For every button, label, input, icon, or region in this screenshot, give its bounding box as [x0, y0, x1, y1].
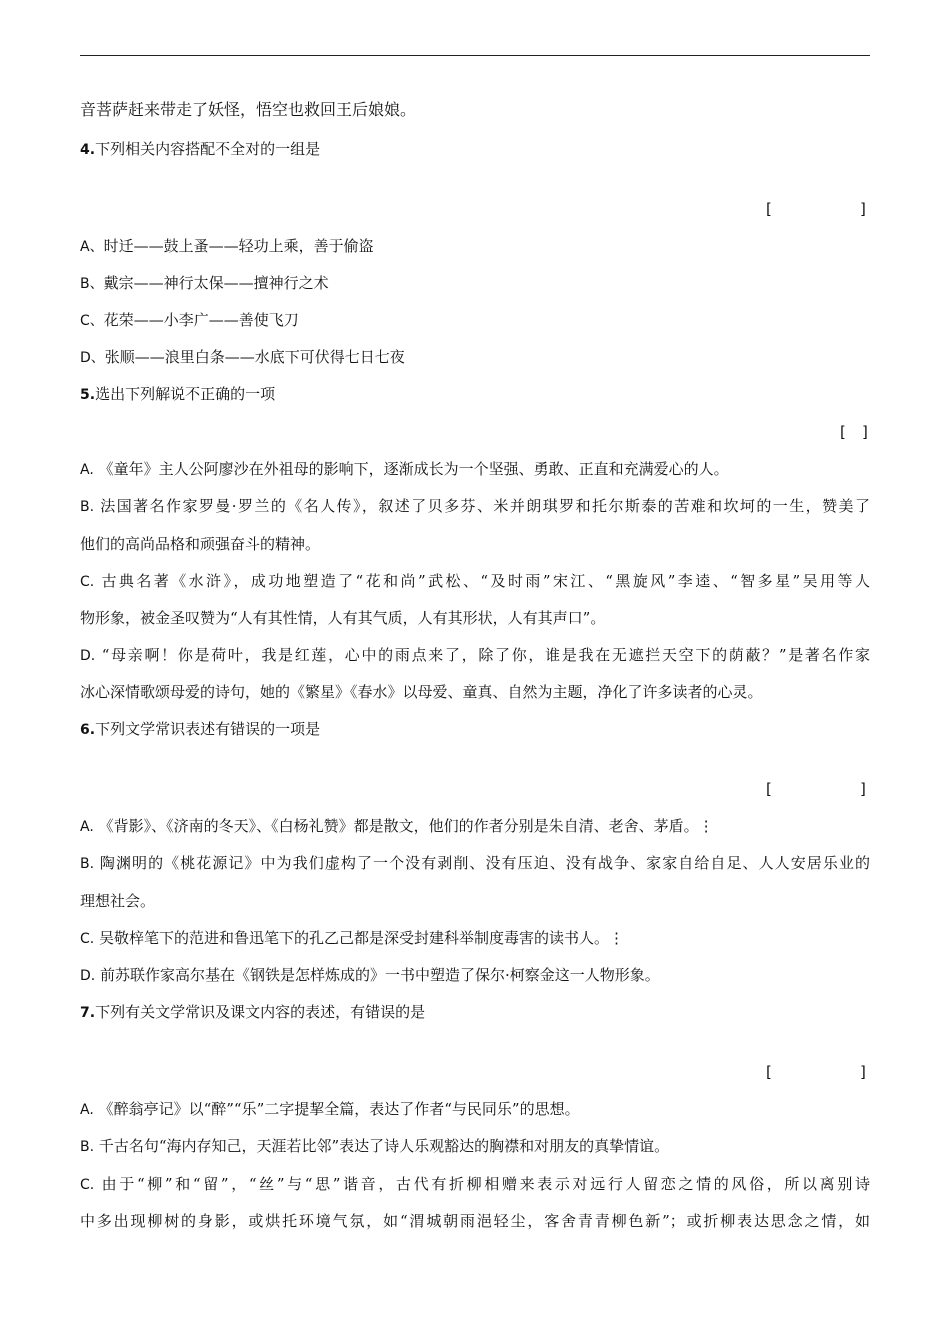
option-d-continued: 冰心深情歌颂母爱的诗句，她的《繁星》《春水》以母爱、童真、自然为主题，净化了许多读者的心灵。: [80, 683, 763, 701]
question-number: 7.: [80, 1005, 96, 1021]
option-b: B. 陶渊明的《桃花源记》中为我们虚构了一个没有剥削、没有压迫、没有战争、家家自给自足、人人安居乐业的: [80, 854, 870, 872]
option-b-continued: 他们的高尚品格和顽强奋斗的精神。: [80, 535, 321, 553]
option-c: C. 由于“柳”和“留”，“丝”与“思”谐音，古代有折柳相赠来表示对远行人留恋之情的风俗，所以离别诗: [80, 1175, 870, 1193]
question-6-stem: 6.下列文学常识表述有错误的一项是: [80, 720, 321, 738]
question-number: 4.: [80, 142, 96, 158]
answer-bracket-right: ]: [860, 780, 866, 798]
header-rule: [80, 55, 870, 56]
question-7-stem: 7.下列有关文学常识及课文内容的表述，有错误的是: [80, 1003, 426, 1021]
question-number: 5.: [80, 387, 96, 403]
option-a: A、时迁——鼓上蚤——轻功上乘，善于偷盗: [80, 237, 374, 255]
option-c-continued: 中多出现柳树的身影，或烘托环境气氛，如“渭城朝雨浥轻尘，客舍青青柳色新”；或折柳表达思念之情，如: [80, 1212, 870, 1230]
option-d: D、张顺——浪里白条——水底下可伏得七日七夜: [80, 348, 405, 366]
answer-bracket-left: [: [840, 423, 846, 441]
question-number: 6.: [80, 722, 96, 738]
question-5-stem: 5.选出下列解说不正确的一项: [80, 385, 276, 403]
question-4-stem: 4.下列相关内容搭配不全对的一组是: [80, 140, 321, 158]
option-c: C. 古典名著《水浒》，成功地塑造了“花和尚”武松、“及时雨”宋江、“黑旋风”李逵、“智多星”吴用等人: [80, 572, 870, 590]
option-b: B. 千古名句“海内存知己，天涯若比邻”表达了诗人乐观豁达的胸襟和对朋友的真挚情谊。: [80, 1137, 670, 1155]
option-a: A. 《童年》主人公阿廖沙在外祖母的影响下，逐渐成长为一个坚强、勇敢、正直和充满爱心的人。: [80, 460, 729, 478]
answer-bracket-right: ]: [860, 1063, 866, 1081]
option-c: C、花荣——小李广——善使飞刀: [80, 311, 299, 329]
option-a: A. 《背影》、《济南的冬天》、《白杨礼赞》都是散文，他们的作者分别是朱自清、老舍、茅盾。⋮: [80, 817, 714, 835]
option-a: A. 《醉翁亭记》以“醉”“乐”二字提挈全篇，表达了作者“与民同乐”的思想。: [80, 1100, 580, 1118]
option-b: B. 法国著名作家罗曼·罗兰的《名人传》，叙述了贝多芬、米并朗琪罗和托尔斯泰的苦难和坎坷的一生，赞美了: [80, 497, 870, 515]
option-c: C. 吴敬梓笔下的范进和鲁迅笔下的孔乙己都是深受封建科举制度毒害的读书人。⋮: [80, 929, 625, 947]
option-d: D. 前苏联作家高尔基在《钢铁是怎样炼成的》一书中塑造了保尔·柯察金这一人物形象。: [80, 966, 660, 984]
answer-bracket-right: ]: [862, 423, 868, 441]
answer-bracket-left: [: [766, 200, 772, 218]
answer-bracket-right: ]: [860, 200, 866, 218]
answer-bracket-left: [: [766, 780, 772, 798]
option-d: D. “母亲啊！你是荷叶，我是红莲，心中的雨点来了，除了你，谁是我在无遮拦天空下的荫蔽？”是著名作家: [80, 646, 870, 664]
option-b-continued: 理想社会。: [80, 892, 156, 910]
answer-bracket-left: [: [766, 1063, 772, 1081]
option-c-continued: 物形象，被金圣叹赞为“人有其性情，人有其气质，人有其形状，人有其声口”。: [80, 609, 606, 627]
option-b: B、戴宗——神行太保——擅神行之术: [80, 274, 329, 292]
continuation-text: 音菩萨赶来带走了妖怪，悟空也救回王后娘娘。: [80, 100, 417, 119]
